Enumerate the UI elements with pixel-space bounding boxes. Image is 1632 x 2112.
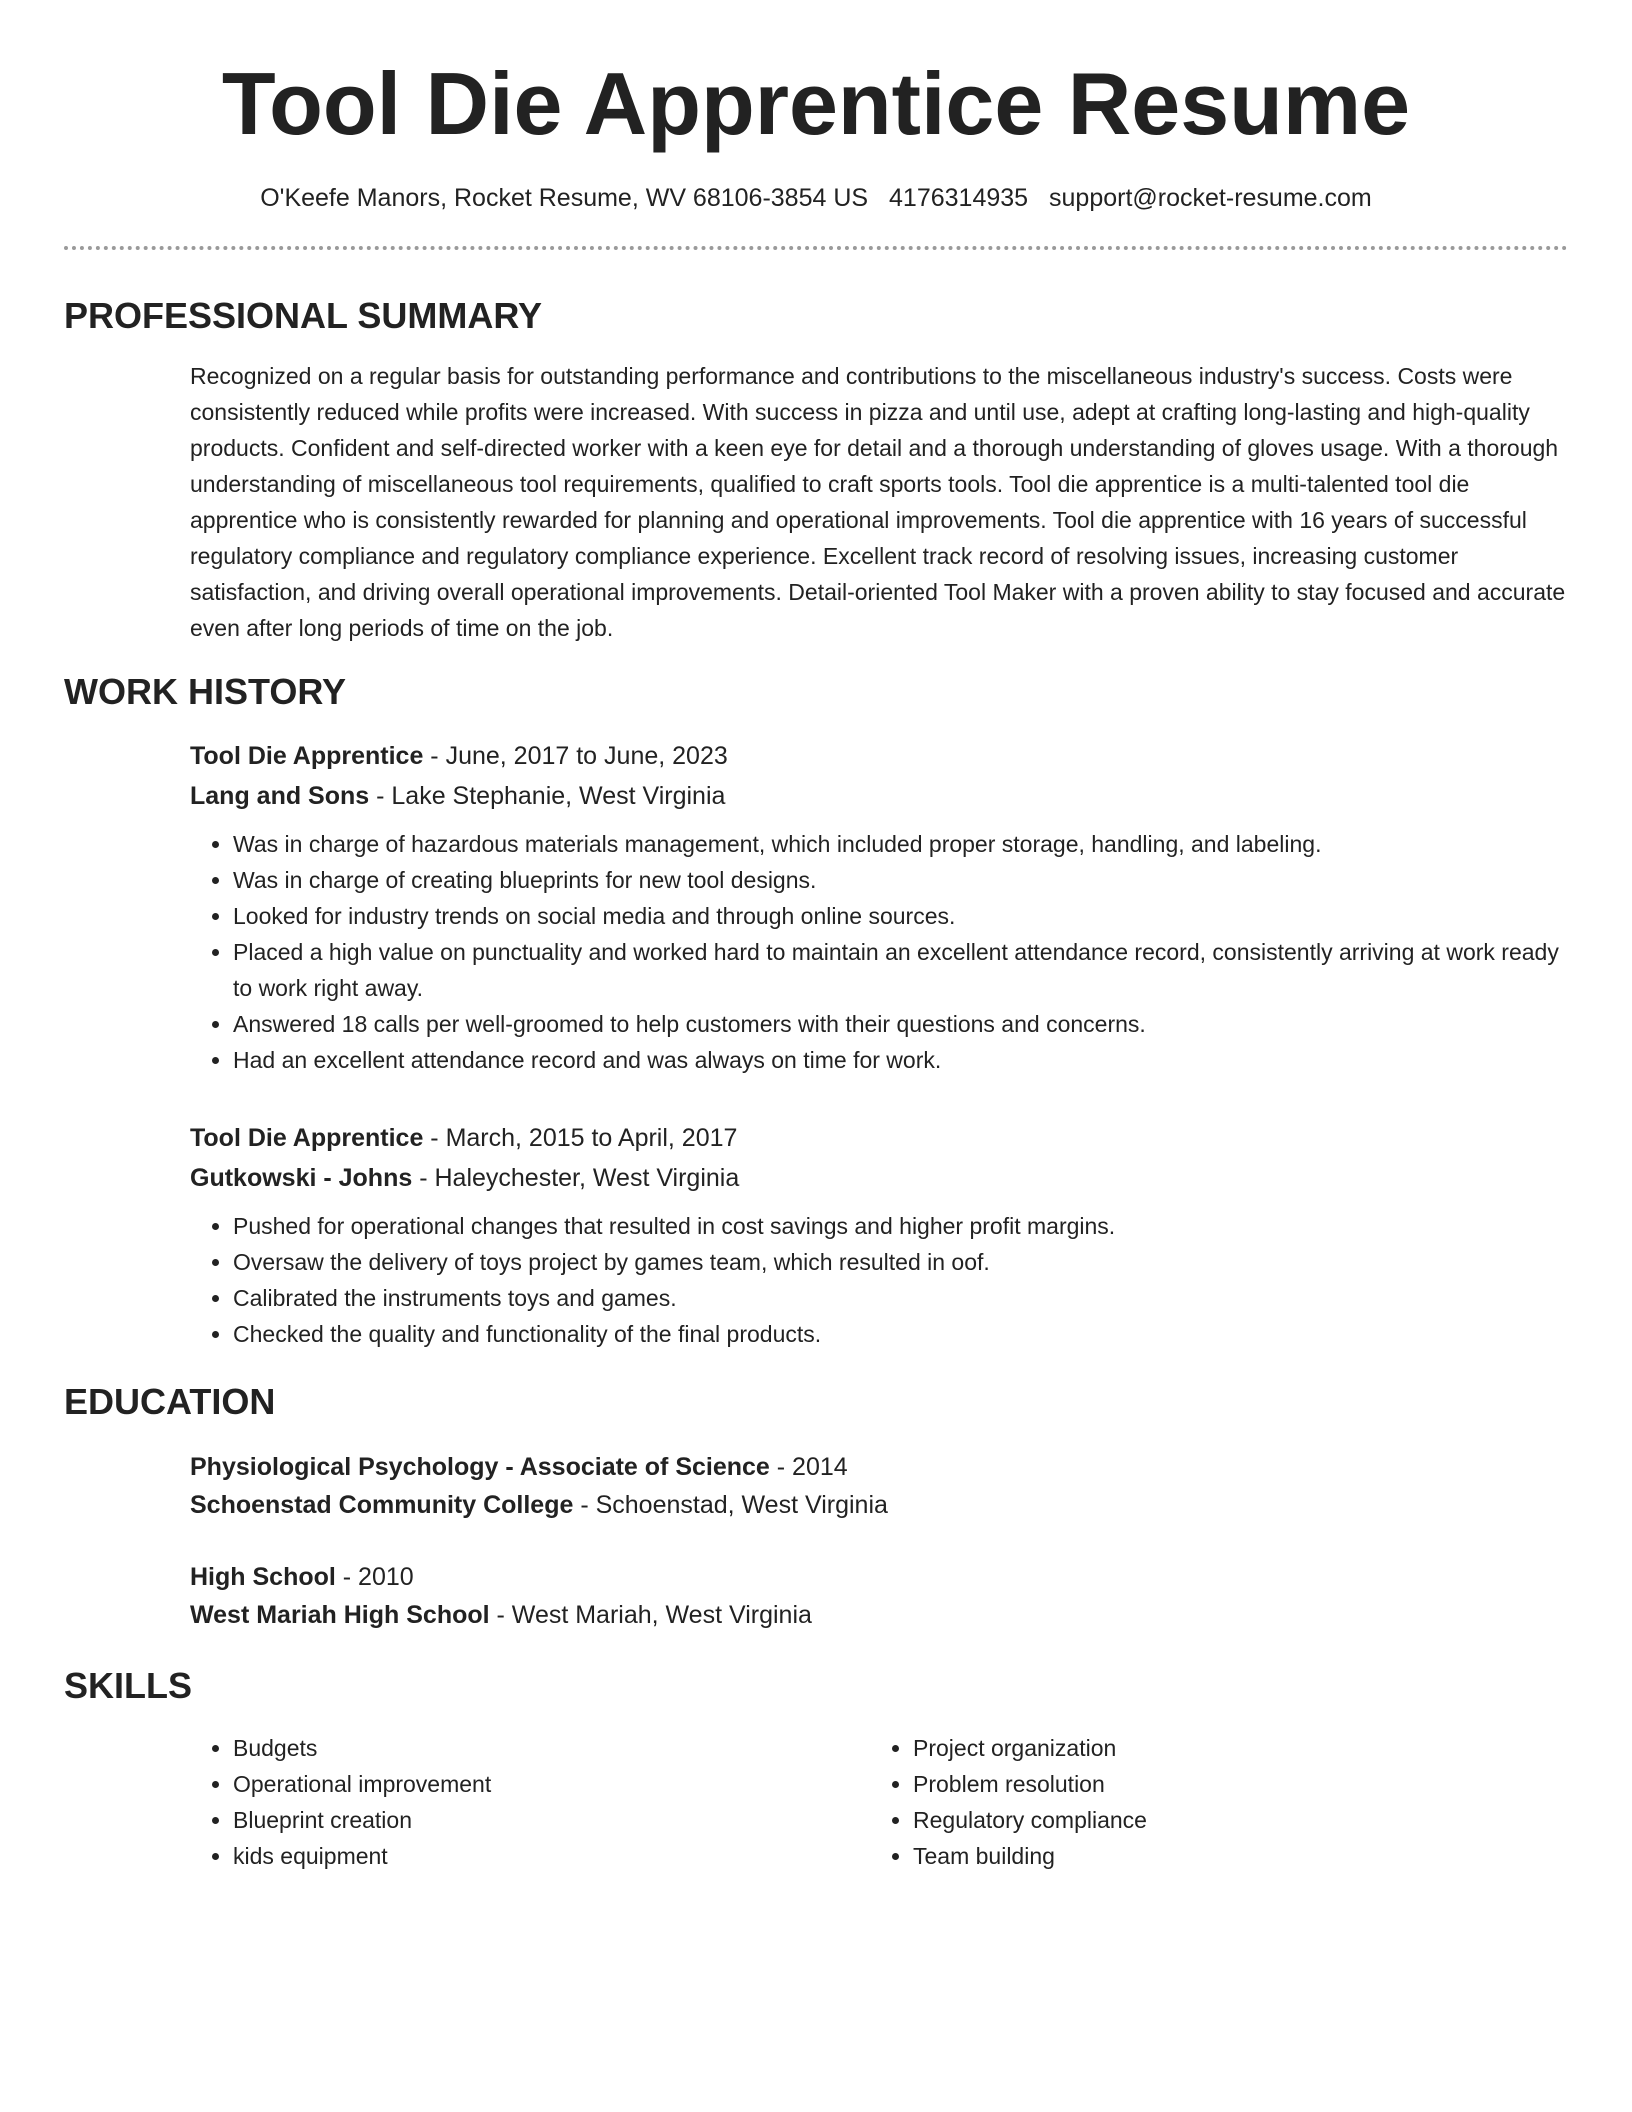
resume-header (64, 0, 1568, 214)
education-year: - 2010 (335, 1563, 414, 1591)
job-title-line (190, 736, 1568, 776)
work-history-list (190, 736, 1568, 1352)
skill-item: • kids equipment (233, 1838, 870, 1874)
job-bullet: • Pushed for operational changes that resulted in cost savings and higher profit margins. (233, 1208, 1568, 1244)
header-divider (64, 246, 1568, 250)
job-bullet: • Was in charge of creating blueprints for new tool designs. (233, 862, 1568, 898)
job-bullets (190, 826, 1568, 1078)
contact-line (64, 182, 1568, 214)
education-school: West Mariah High School (190, 1601, 490, 1629)
job-company: Lang and Sons (190, 782, 370, 810)
contact-phone: 4176314935 (889, 184, 1029, 212)
job-dates: - March, 2015 to April, 2017 (423, 1124, 738, 1152)
skill-item: • Problem resolution (913, 1766, 1550, 1802)
work-history-heading: WORK HISTORY (64, 671, 347, 712)
job-bullet: • Had an excellent attendance record and was always on time for work. (233, 1042, 1568, 1078)
job-company: Gutkowski - Johns (190, 1164, 413, 1192)
contact-email: support@rocket-resume.com (1049, 184, 1372, 212)
job-bullet: • Looked for industry trends on social media and through online sources. (233, 898, 1568, 934)
education-location: - West Mariah, West Virginia (489, 1601, 812, 1629)
education-entry (190, 1558, 1568, 1634)
job-bullet: • Checked the quality and functionality of the final products. (233, 1316, 1568, 1352)
job-bullet: • Was in charge of hazardous materials management, which included proper storage, handling, and labeling. (233, 826, 1568, 862)
job-company-line (190, 1158, 1568, 1198)
education-list (190, 1448, 1568, 1634)
summary-heading: PROFESSIONAL SUMMARY (64, 295, 543, 336)
job-role: Tool Die Apprentice (190, 1124, 424, 1152)
skill-item: • Budgets (233, 1730, 870, 1766)
skill-item: • Team building (913, 1838, 1550, 1874)
job-bullet: • Oversaw the delivery of toys project by games team, which resulted in oof. (233, 1244, 1568, 1280)
job-bullets (190, 1208, 1568, 1352)
resume-title: Tool Die Apprentice Resume (221, 54, 1411, 153)
education-degree-line (190, 1558, 1568, 1596)
education-entry (190, 1448, 1568, 1524)
job-company-line (190, 776, 1568, 816)
skill-item: • Project organization (913, 1730, 1550, 1766)
skills-heading: SKILLS (64, 1665, 193, 1706)
job-bullet: • Answered 18 calls per well-groomed to help customers with their questions and concerns. (233, 1006, 1568, 1042)
skills-list (190, 1730, 1568, 1874)
job-entry (190, 1118, 1568, 1352)
education-school-line (190, 1596, 1568, 1634)
summary-text: Recognized on a regular basis for outstanding performance and contributions to the miscellaneous industry's success. Costs were consistently reduced while profits were increased. With success in pizza and until use, adept at crafting long-lasting and high-quality products. Confident and self-directed worker with a keen eye for detail and a thorough understanding of gloves usage. With a thorough understanding of miscellaneous tool requirements, qualified to craft sports tools. Tool die apprentice is a multi-talented tool die apprentice who is consistently rewarded for planning and operational improvements. Tool die apprentice with 16 years of successful regulatory compliance and regulatory compliance experience. Excellent track record of resolving issues, increasing customer satisfaction, and driving overall operational improvements. Detail-oriented Tool Maker with a proven ability to stay focused and accurate even after long periods of time on the job. (190, 363, 1566, 641)
job-title-line (190, 1118, 1568, 1158)
education-school: Schoenstad Community College (190, 1491, 574, 1519)
skills-column-right (870, 1730, 1550, 1874)
job-location: - Haleychester, West Virginia (412, 1164, 740, 1192)
contact-address: O'Keefe Manors, Rocket Resume, WV 68106-3854 US (260, 184, 869, 212)
job-role: Tool Die Apprentice (190, 742, 424, 770)
education-heading: EDUCATION (64, 1381, 276, 1422)
education-school-line (190, 1486, 1568, 1524)
education-degree: Physiological Psychology - Associate of Science (190, 1453, 770, 1481)
skill-item: • Blueprint creation (233, 1802, 870, 1838)
education-year: - 2014 (769, 1453, 848, 1481)
job-bullet: • Calibrated the instruments toys and games. (233, 1280, 1568, 1316)
job-entry (190, 736, 1568, 1078)
job-dates: - June, 2017 to June, 2023 (423, 742, 728, 770)
education-location: - Schoenstad, West Virginia (573, 1491, 888, 1519)
skills-column-left (190, 1730, 870, 1874)
education-degree-line (190, 1448, 1568, 1486)
skill-item: • Operational improvement (233, 1766, 870, 1802)
job-bullet: • Placed a high value on punctuality and worked hard to maintain an excellent attendance record, consistently arriving at work ready to work right away. (233, 934, 1568, 1006)
resume-page (64, 0, 1568, 1874)
skill-item: • Regulatory compliance (913, 1802, 1550, 1838)
job-location: - Lake Stephanie, West Virginia (369, 782, 726, 810)
education-degree: High School (190, 1563, 336, 1591)
